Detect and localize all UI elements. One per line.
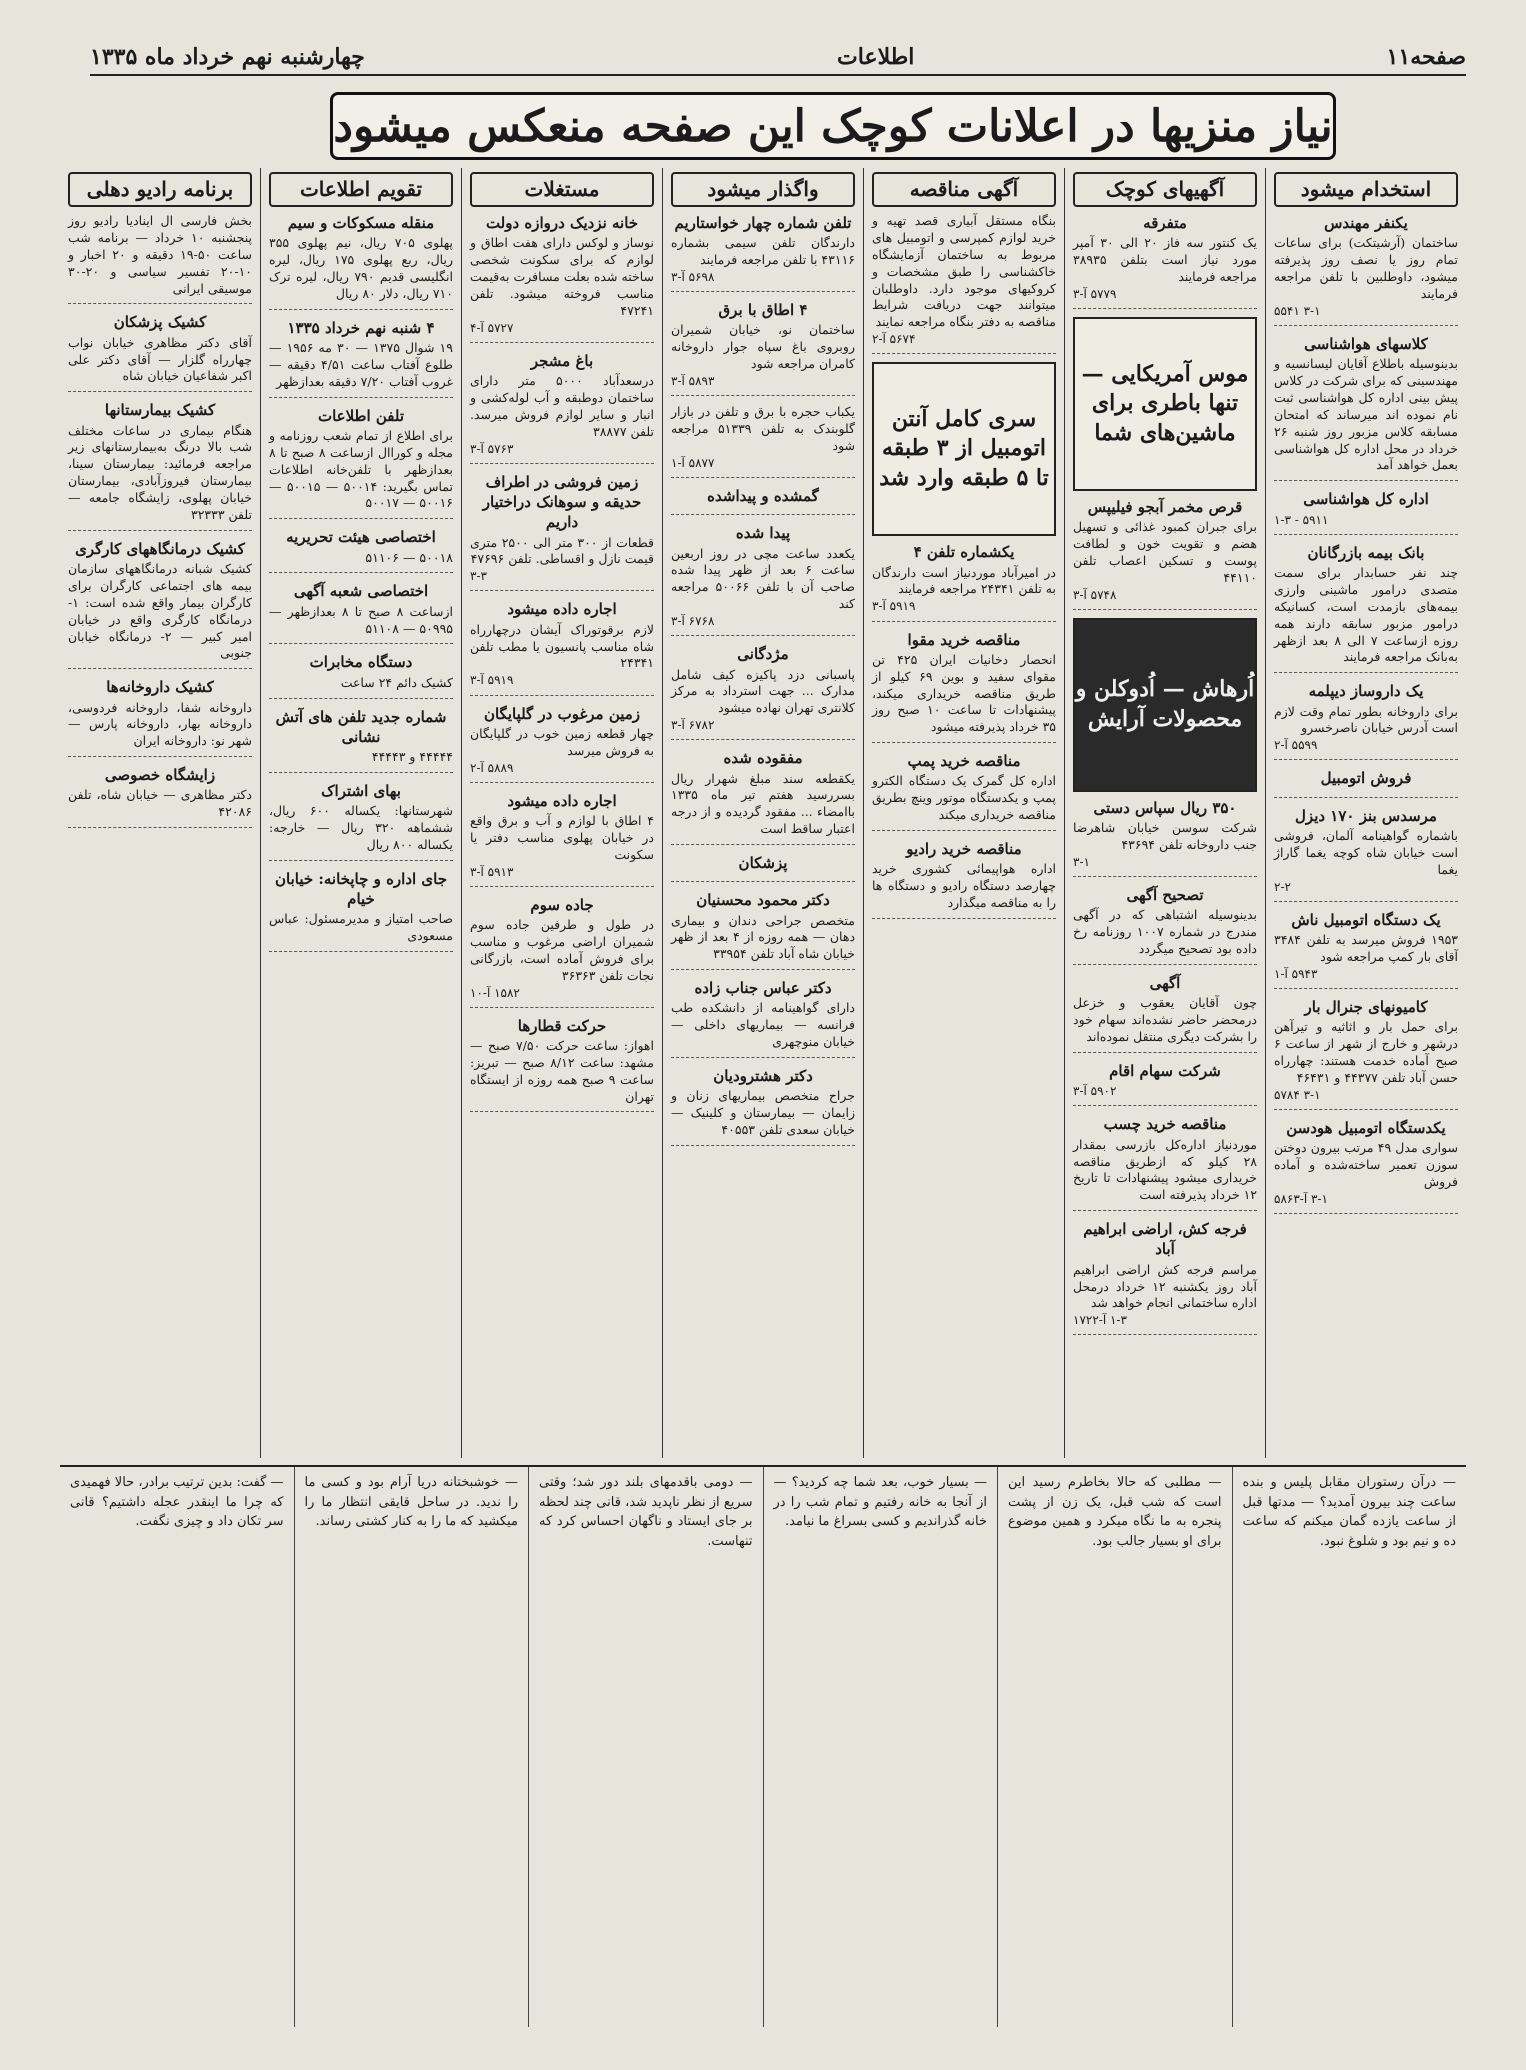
classified-ad (872, 751, 1056, 831)
classified-ad (1073, 1061, 1257, 1106)
ad-title: کشیک درمانگاههای کارگری (75, 539, 245, 558)
ad-body: برای داروخانه بطور تمام وقت لازم است آدرس خیابان ناصرخسرو (1274, 703, 1458, 736)
ad-code: ۳-۱ (1073, 855, 1090, 869)
ad-code: ۳-۱ ۵۷۸۴ (1274, 1087, 1321, 1102)
ad-title: مناقصه خرید چسب (1103, 1115, 1227, 1134)
classified-ad (68, 539, 252, 670)
ad-body: لازم برقوتوراک آیشان درچهارراه شاه مناسب پانسیون یا مطب تلفن ۲۴۳۴۱ (470, 621, 654, 671)
story-column (60, 1467, 294, 2027)
ad-body: ۵۰۰۱۸ — ۵۱۱۰۶ (365, 549, 453, 565)
page-number: صفحه۱۱ (1386, 44, 1466, 70)
ad-code: ۵۷۶۳ آ-۳ (470, 441, 514, 456)
ad-body: درسعدآباد ۵۰۰۰ متر دارای ساختمان دوطبقه و آب لوله‌کشی و انبار و سایر لوازم فروش میرسد. تلفن ۳۸۸۷۷ (470, 373, 654, 439)
classified-ad (1274, 997, 1458, 1110)
ad-title: مناقصه خرید رادیو (906, 840, 1022, 858)
classified-ad (671, 1066, 855, 1146)
ad-body: بنگاه مستقل آبیاری قصد تهیه و خرید لوازم کمپرسی و اتومبیل های مربوط به ساختمان آزمایشگاه خاکشناسی را طبق مشخصات و کروکیهای موجود دارد. داوطلبان میتوانند جهت دریافت شرایط مناقصه به دفتر بنگاه مراجعه نمایند (872, 213, 1056, 330)
ad-code: ۶۷۶۸ آ-۳ (671, 614, 715, 629)
ad-body: یکعدد ساعت مچی در روز اربعین ساعت ۶ بعد از ظهر پیدا شده صاحب آن با تلفن ۵۰۰۶۶ مراجعه کند (671, 545, 856, 612)
classified-ad (1073, 1219, 1257, 1335)
ad-title: اجاره داده میشود (507, 600, 617, 619)
ad-body: یک کنتور سه فاز ۲۰ الی ۳۰ آمپر مورد نیاز است بتلفن ۳۸۹۳۵ مراجعه فرمایند (1073, 235, 1258, 284)
ad-title: کشیک پزشکان (113, 313, 207, 332)
ad-body: یکقطعه سند مبلغ شهرار ریال بسررسید هفتم تیر ماه ۱۳۳۵ باامضاء ... مفقود گردیده و از درجه اعتبار ساقط است (671, 770, 855, 837)
ad-body: بخش فارسی ال اینادیا رادیو روز پنجشنبه ۱۰ خرداد — برنامه شب ساعت ۵۰-۱۹ دقیقه و ۲۰ اخبار و ۱۰-۲۰ تفسیر سیاسی و ۲۰-۳۰ موسیقی ایرانی (68, 213, 252, 296)
classified-ad (671, 644, 855, 740)
ad-title: تلفن اطلاعات (317, 406, 405, 425)
ad-body: قطعات از ۳۰۰ متر الی ۲۵۰۰ متری قیمت نازل و اقساطی. تلفن ۴۷۶۹۶ (470, 534, 654, 567)
ad-title: خانه نزدیک دروازه دولت (485, 214, 639, 232)
classified-ad (872, 630, 1056, 744)
ad-title: فرجه کش، اراضی ابراهیم آباد (1083, 1220, 1247, 1259)
classified-ad (872, 839, 1056, 919)
ad-body: ۱۹ شوال ۱۳۷۵ — ۳۰ مه ۱۹۵۶ — طلوع آفتاب ساعت ۴/۵۱ دقیقه — غروب آفتاب ۷/۲۰ دقیقه بعدازظهر (269, 340, 453, 389)
classified-ad (470, 1016, 654, 1113)
classified-ad (1274, 1118, 1458, 1214)
ad-body: چون آقایان یعقوب و خزعل درمحضر حاضر نشده‌اند سهام خود را بشرکت دیگری منتقل نموده‌اند (1073, 995, 1257, 1045)
classified-ad (470, 704, 654, 783)
column-heading: استخدام میشود (1274, 172, 1458, 207)
classified-ad (671, 853, 855, 882)
ad-title: اجاره داده میشود (507, 791, 617, 810)
story-column (294, 1467, 529, 2027)
ad-body: ۴ اطاق با لوازم و آب و برق واقع در خیابان پهلوی مناسب دفتر یا سکونت (470, 812, 654, 862)
ad-title: ۳۵۰ ریال سپاس دستی (1093, 799, 1237, 817)
ad-code: ۱-۳ آ-۱۷۲۲ (1073, 1313, 1127, 1328)
ad-body: موردنیاز اداره‌کل بازرسی بمقدار ۲۸ کیلو که ازطریق مناقصه خریداری میشود پیشنهادات تا تاریخ ۱۲ خرداد پذیرفته است (1073, 1136, 1257, 1203)
classified-ad (68, 765, 252, 828)
classified-ad (872, 213, 1056, 354)
ad-title: کشیک داروخانه‌ها (106, 678, 214, 697)
ad-body: ۴۴۴۴۴ و ۴۴۴۴۳ (371, 749, 453, 764)
ad-title: اختصاصی هیئت تحریریه (286, 528, 436, 547)
ad-code: ۵۹۰۲ آ-۳ (1073, 1084, 1117, 1099)
ad-title: زمین فروشی در اطراف حدیقه و سوهانک دراختیار داریم (482, 472, 642, 532)
serial-story (60, 1465, 1466, 2027)
ad-body: سواری مدل ۴۹ مرتب بیرون دوختن سوزن تعمیر ساخته‌شده و آماده فروش (1274, 1140, 1459, 1189)
classified-ad (68, 400, 252, 531)
story-column (763, 1467, 998, 2027)
classified-ad (1073, 973, 1257, 1053)
classified-ad (671, 300, 855, 396)
ad-body: ۱۹۵۳ فروش میرسد به تلفن ۳۴۸۴ آقای بار کمپ مراجعه شود (1274, 932, 1458, 964)
classified-ad (470, 599, 654, 695)
classified-ad (269, 781, 453, 861)
column-heading: مستغلات (470, 172, 654, 207)
column-heading: آگهیهای کوچک (1073, 172, 1257, 207)
ad-body: اداره کل گمرک یک دستگاه الکترو پمپ و یکدستگاه موتور وینچ بطریق مناقصه خریداری میکند (872, 773, 1056, 823)
ad-title: اختصاصی شعبه آگهی (293, 582, 429, 601)
ad-title: متفرقه (1143, 214, 1187, 232)
classified-ad (671, 523, 855, 636)
classified-ad (1073, 1114, 1257, 1211)
story-paragraph: — گفت: بدین ترتیب برادر، حالا فهمیدی که چرا ما اینقدر عجله داشتیم؟ قانی سر تکان داد و چیزی نگفت. (70, 1475, 284, 1529)
ad-body: نوساز و لوکس دارای هفت اطاق و لوازم که برای سکونت شخصی ساخته شده بعلت مسافرت به‌قیمت مناسب فروخته میشود. تلفن ۴۷۲۴۱ (470, 235, 654, 318)
ad-body: در طول و طرفین جاده سوم شمیران اراضی مرغوب و مناسب برای فروش آماده است، بازرگانی نجات تلفن ۳۶۳۶۳ (470, 917, 654, 983)
ad-body: ساختمان نو، خیابان شمیران روبروی باغ سپاه جوار داروخانه کامران مراجعه شود (671, 322, 855, 372)
classified-ad (671, 213, 855, 292)
ad-title: مناقصه خرید مقوا (907, 630, 1021, 649)
ad-body: جراح متخصص بیماریهای زنان و زایمان — بیمارستان و کلینیک — خیابان سعدی تلفن ۴۰۵۵۳ (671, 1088, 855, 1138)
ad-title: دکتر هشترودیان (713, 1067, 813, 1086)
ad-code: ۳-۳ (470, 569, 487, 584)
ad-body: چهار قطعه زمین خوب در گلپایگان به فروش میرسد (470, 725, 654, 758)
ad-title: تصحیح آگهی (1126, 886, 1204, 905)
ad-title: مناقصه خرید پمپ (907, 752, 1021, 771)
ad-title: جاده سوم (530, 895, 594, 914)
ad-body: اهواز: ساعت حرکت ۷/۵۰ صبح — مشهد: ساعت ۸/۱۲ صبح — تبریز: ساعت ۹ صبح همه روزه از ایستگاه تهران (470, 1037, 654, 1104)
newspaper-name: اطلاعات (837, 44, 915, 70)
ad-title: فروش اتومبیل (1320, 769, 1412, 788)
classified-ad (1073, 885, 1257, 965)
ad-body: صاحب امتیاز و مدیرمسئول: عباس مسعودی (269, 911, 453, 944)
ad-body: برای جبران کمبود غذائی و تسهیل هضم و تقویت خون و لطافت پوست و تسکین اعصاب تلفن ۴۴۱۱۰ (1073, 519, 1257, 585)
ad-title: کلاسهای هواشناسی (1304, 334, 1428, 353)
ad-title: آگهی (1149, 974, 1181, 993)
classified-ad (269, 581, 453, 644)
ad-title: یک دستگاه اتومبیل ناش (1291, 910, 1441, 929)
ad-title: بهای اشتراک (321, 781, 401, 800)
classified-ad (470, 791, 654, 887)
classified-ad (470, 895, 654, 1008)
classified-ad (1274, 681, 1458, 760)
classified-ad (269, 318, 453, 398)
ad-title: منقله مسکوکات و سیم (287, 214, 435, 232)
story-paragraph: — بسیار خوب، بعد شما چه کردید؟ — از آنجا به خانه رفتیم و تمام شب را در خانه گذراندیم و کسی بسراغ ما نیامد. (773, 1475, 987, 1529)
classified-ad (671, 748, 855, 845)
ad-title: حرکت قطارها (517, 1016, 607, 1035)
story-paragraph: — خوشبختانه دریا آرام بود و کسی ما را ندید. در ساحل قایقی انتظار ما را میکشید که ما را به کنار کشتی رساند. (304, 1475, 518, 1529)
classified-ad (68, 312, 252, 392)
ad-title: گمشده و پیداشده (707, 487, 819, 506)
ad-title: شرکت سهام اقام (1109, 1061, 1221, 1080)
ad-code: ۵۹۴۳ آ-۱ (1274, 966, 1318, 981)
story-paragraph: — درآن رستوران مقابل پلیس و بنده ساعت چند بیرون آمدید؟ — مدتها قبل از ساعت یازده گمان میکنم که ساعت ده و نیم بود و شلوغ نبود. (1242, 1475, 1456, 1549)
ad-title: بانک بیمه بازرگانان (1307, 543, 1425, 562)
column-heading: تقویم اطلاعات (269, 172, 453, 207)
ad-title: پزشکان (738, 854, 788, 873)
ad-code: ۵۸۸۹ آ-۲ (470, 760, 514, 775)
classified-ad (1073, 497, 1257, 610)
ad-title: دکتر محمود محسنیان (696, 891, 830, 910)
ad-body: بدینوسیله اشتباهی که در آگهی مندرج در شماره ۱۰۰۷ روزنامه رخ داده بود تصحیح میگردد (1073, 907, 1257, 957)
classified-ad (671, 890, 855, 970)
classified-ad (269, 652, 453, 698)
ad-title: یک داروساز دیپلمه (1308, 682, 1424, 701)
column-heading: واگذار میشود (671, 172, 855, 207)
classified-ad (470, 351, 654, 464)
classified-ad (1274, 910, 1458, 989)
ad-body: ازساعت ۸ صبح تا ۸ بعدازظهر — ۵۰۹۹۵ — ۵۱۱۰۸ (269, 603, 453, 636)
classified-ad (671, 486, 855, 515)
ad-code: ۵۷۲۷ آ-۴ (470, 320, 514, 335)
masthead (90, 40, 1466, 76)
ad-code: ۵۵۹۹ آ-۲ (1274, 738, 1318, 753)
ad-title: یکشماره تلفن ۴ (913, 543, 1015, 562)
ad-body: پاسبانی دزد پاکیزه کیف شامل مدارک ... جهت استرداد به مرکز کلانتری تهران نهاده میشود (671, 666, 855, 716)
ad-body: دارای گواهینامه از دانشکده طب فرانسه — بیماریهای داخلی — خیابان منوچهری (671, 1000, 855, 1050)
ad-body: آقای دکتر مظاهری خیابان نواب چهارراه گلزار — آقای دکتر علی اکبر شفاعیان خیابان شاه (68, 334, 252, 384)
classified-ad (1073, 213, 1257, 309)
story-column (997, 1467, 1232, 2027)
classified-ad (671, 978, 855, 1058)
ad-title: پیدا شده (735, 524, 791, 543)
ad-body: متخصص جراحی دندان و بیماری دهان — همه روزه از ۴ بعد از ظهر خیابان شاه آباد تلفن ۳۳۹۵۴ (671, 912, 856, 962)
ad-title: کامیونهای جنرال بار (1304, 997, 1428, 1016)
ad-code: ۶۷۸۲ آ-۳ (671, 718, 715, 733)
display-ad-graphic (1073, 317, 1257, 491)
ad-column (60, 168, 260, 1458)
ad-title: دکتر عباس جناب زاده (694, 979, 832, 998)
display-ad-graphic (872, 362, 1056, 536)
story-paragraph: — مطلبی که حالا بخاطرم رسید این است که شب قبل، یک زن از پشت پنجره به ما نگاه میکرد و همین موضوع برای او بسیار جالب بود. (1008, 1475, 1222, 1549)
classified-ad (1274, 489, 1458, 534)
ad-title: مرسدس بنز ۱۷۰ دیزل (1295, 806, 1437, 825)
ad-code: ۵۹۱۳ آ-۳ (470, 864, 514, 879)
ad-title: یکنفر مهندس (1324, 214, 1408, 232)
ad-title: تلفن شماره چهار خواستاریم (674, 214, 852, 232)
ad-column (1265, 168, 1466, 1458)
ad-body: شهرستانها: یکساله ۶۰۰ ریال، ششماهه ۳۲۰ ریال — خارجه: یکساله ۸۰۰ ریال (269, 803, 453, 852)
ad-title: کشیک بیمارستانها (104, 401, 216, 420)
classified-ad (671, 404, 855, 478)
ad-code: ۵۹۱۹ آ-۳ (470, 673, 514, 688)
ad-title: مژدگانی (737, 645, 789, 664)
ad-body: مراسم فرجه کش اراضی ابراهیم آباد روز یکشنبه ۱۲ خرداد درمحل اداره ساختمانی انجام خواهد شد (1073, 1261, 1258, 1311)
ad-column (863, 168, 1064, 1458)
ad-code: ۱۵۸۲ آ-۱۰ (470, 985, 520, 1000)
display-ad-text: سری کامل آنتن اتومبیل از ۳ طبقه تا ۵ طبقه وارد شد (879, 405, 1049, 492)
ad-column (662, 168, 863, 1458)
classified-ad (1274, 334, 1458, 481)
ad-code: ۵۹۱۱ - ۱-۳ (1274, 512, 1329, 527)
classified-ad (269, 527, 453, 573)
display-ad-text: موس آمریکایی — تنها باطری برای ماشین‌های شما (1081, 360, 1249, 446)
ad-title: دستگاه مخابرات (309, 653, 413, 672)
ad-body: شرکت سوسن خیابان شاهرضا جنب داروخانه تلفن ۴۳۶۹۴ (1073, 820, 1257, 853)
ad-body: انحصار دخانیات ایران ۴۲۵ تن مقوای سفید و بوین ۶۹ کیلو از طریق مناقصه خریداری میکند، پیشنهادات تا ساعت ۱۰ صبح روز ۳۵ خرداد پذیرفته میشود (872, 651, 1057, 735)
display-ad-text: اُرهاش — اُدوکلن و محصولات آرایش (1075, 676, 1255, 732)
ad-column (260, 168, 461, 1458)
ad-body: داروخانه شفا، داروخانه فردوسی، داروخانه بهار، داروخانه پارس — شهر نو: داروخانه ایران (68, 699, 252, 749)
ad-code: ۵۷۴۸ آ-۳ (1073, 587, 1117, 602)
ad-title: یکدستگاه اتومبیل هودسن (1286, 1118, 1446, 1137)
ad-title: باغ مشجر (530, 351, 594, 370)
classified-ad (269, 406, 453, 520)
classified-ad (269, 869, 453, 952)
classified-ad (872, 542, 1056, 621)
ad-title: ۴ اطاق با برق (718, 301, 808, 320)
ad-code: ۳-۱ ۵۵۴۱ (1274, 303, 1321, 318)
ad-code: ۲-۲ (1274, 879, 1291, 894)
ad-body: دکتر مظاهری — خیابان شاه، تلفن ۴۲۰۸۶ (68, 787, 252, 820)
ad-body: برای حمل بار و اثاثیه و تیرآهن درشهر و خارج از شهر از ساعت ۶ صبح آماده خدمت هستند: چهارراه حسن آباد تلفن ۴۴۳۷۷ و ۴۶۴۳۱ (1274, 1019, 1458, 1085)
ad-body: هنگام بیماری در ساعات مختلف شب بالا درنگ به‌بیمارستانهای زیر مراجعه فرمائید: بیمارستان سینا، بیمارستان فیروزآبادی، بیمارستان خیابان پهلوی، زایشگاه جامعه — تلفن ۳۲۳۳۳ (68, 422, 252, 522)
story-column (528, 1467, 763, 2027)
classified-ad (1274, 543, 1458, 674)
ad-title: مفقوده شده (723, 749, 803, 768)
ad-column (461, 168, 662, 1458)
ad-body: دارندگان تلفن سیمی بشماره ۴۳۱۱۶ با تلفن مراجعه فرمایند (671, 235, 855, 268)
ad-code: ۵۶۷۴ آ-۲ (872, 332, 916, 347)
ad-title: زایشگاه خصوصی (104, 766, 216, 785)
ad-body: بدینوسیله باطلاع آقایان لیسانسیه و مهندسینی که برای شرکت در کلاس پیش بینی اداره کل هواشناسی ثبت نام نموده اند میرساند که امتحان مسابقه کلاس مزبور روز شنبه ۲۶ خرداد در محل اداره کل هواشناسی بعمل خواهد آمد (1274, 356, 1458, 473)
ad-title: اداره کل هواشناسی (1303, 490, 1429, 509)
column-heading: برنامه رادیو دهلی (68, 172, 252, 207)
ad-title: قرص مخمر آبجو فیلیپس (1087, 498, 1243, 517)
ad-body: پهلوی ۷۰۵ ریال، نیم پهلوی ۳۵۵ ریال، ربع پهلوی ۱۷۵ ریال، لیره انگلیسی قدیم ۷۹۰ ریال، لیره ترک ۷۱۰ ریال، دلار ۸۰ ریال (269, 235, 453, 301)
story-paragraph: — دومی باقدمهای بلند دور شد؛ وقتی سریع از نظر ناپدید شد، قانی چند لحظه بر جای ایستاد و ناگهان احساس کرد که تنهاست. (539, 1475, 753, 1549)
ad-code: ۵۸۹۳ آ-۳ (671, 374, 715, 389)
ad-body: یکباب حجره با برق و تلفن در بازار گلوبندک به تلفن ۵۱۳۳۹ مراجعه شود (671, 404, 855, 453)
issue-date: چهارشنبه نهم خرداد ماه ۱۳۳۵ (90, 44, 365, 70)
ad-title: جای اداره و چاپخانه: خیابان خیام (275, 869, 447, 908)
ad-body: باشماره گواهینامه آلمان، فروشی است خیابان شاه کوچه یغما گاراژ یغما (1274, 827, 1458, 877)
classified-ad (1073, 798, 1257, 877)
classified-ad (1274, 768, 1458, 797)
ad-code: ۵۷۷۹ آ-۳ (1073, 286, 1117, 301)
ad-title: شماره جدید تلفن های آتش نشانی (275, 707, 447, 746)
classified-ad (1274, 213, 1458, 326)
ad-body: برای اطلاع از تمام شعب روزنامه و مجله و کوراال ازساعت ۸ صبح تا ۸ بعدازظهر با تلفن‌خانه اطلاعات تماس بگیرید: ۵۰۰۱۴ — ۵۰۰۱۵ — ۵۰۰۱۶ — ۵۰۰۱۷ (269, 427, 453, 511)
classified-ad (68, 213, 252, 304)
ad-code: ۵۶۹۸ آ-۳ (671, 270, 715, 284)
classified-ad (269, 707, 453, 773)
classifieds-banner: نیاز منزیها در اعلانات کوچک این صفحه منعکس میشود (330, 92, 1336, 160)
column-heading: آگهی مناقصه (872, 172, 1056, 207)
classified-ad (470, 213, 654, 343)
ad-title: زمین مرغوب در گلپایگان (483, 704, 641, 723)
story-column (1232, 1467, 1467, 2027)
classified-ad (470, 472, 654, 592)
ad-code: ۳-۱ آ-۵۸۶۳ (1274, 1191, 1328, 1206)
ad-title: ۴ شنبه نهم خرداد ۱۳۳۵ (287, 318, 435, 337)
ad-body: در امیرآباد موردنیاز است دارندگان به تلفن ۲۴۳۴۱ مراجعه فرمایند (872, 564, 1056, 597)
ad-body: کشیک شبانه درمانگاههای سازمان بیمه های اجتماعی کارگران برای کارگران بیمار واقع شده است: ۱- درمانگاه کارگری واقع در خیابان امیر کبیر — ۲- درمانگاه خیابان جنوبی (68, 561, 252, 661)
classified-ad (1274, 806, 1458, 902)
ad-body: چند نفر حسابدار برای سمت متصدی درامور ماشینی وارزی بیمه‌های بازمدت است، کسانیکه درامور مزبور سابقه دارند همه روزه ازساعت ۷ الی ۸ بعد ازظهر به‌بانک مراجعه فرمایند (1274, 565, 1458, 665)
ad-body: کشیک دائم ۲۴ ساعت (340, 674, 453, 690)
ad-body: اداره هواپیمائی کشوری خرید چهارصد دستگاه رادیو و دستگاه ها را به مناقصه میگذارد (872, 861, 1056, 910)
ad-code: ۵۸۷۷ آ-۱ (671, 455, 715, 470)
display-ad-graphic (1073, 618, 1257, 792)
classified-ad (68, 677, 252, 757)
ad-body: ساختمان (آرشیتکت) برای ساعات تمام روز یا نصف روز پذیرفته میشود، داوطلبین با تلفن مراجعه فرمایند (1274, 235, 1458, 301)
classified-columns (60, 168, 1466, 1458)
ad-code: ۵۹۱۹ آ-۳ (872, 599, 916, 614)
ad-column (1064, 168, 1265, 1458)
classified-ad (269, 213, 453, 310)
